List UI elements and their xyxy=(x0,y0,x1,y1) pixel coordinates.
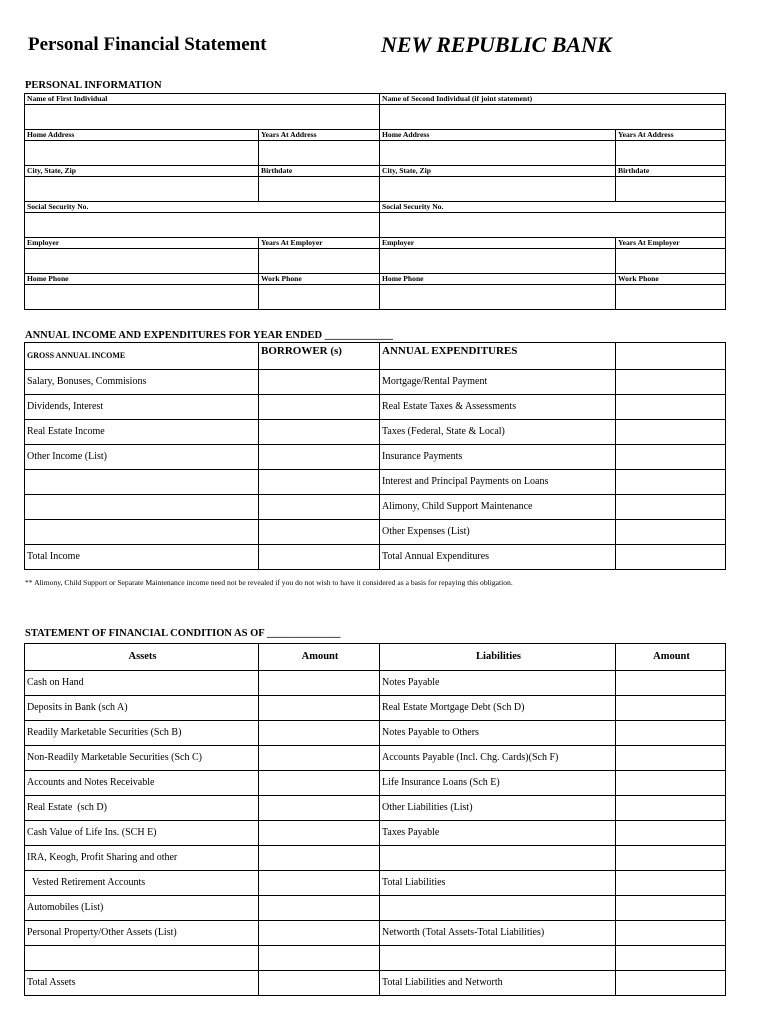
condition-right-label: Networth (Total Assets-Total Liabilities) xyxy=(380,921,616,946)
birthdate-field-2[interactable] xyxy=(616,177,726,202)
home-phone-field-2[interactable] xyxy=(380,285,616,310)
city-state-zip-field-2[interactable] xyxy=(380,177,616,202)
income-row xyxy=(25,545,726,570)
income-left-label: Total Income xyxy=(25,545,259,570)
income-left-amount-field[interactable] xyxy=(259,470,380,495)
income-right-label: Real Estate Taxes & Assessments xyxy=(380,395,616,420)
ssn-field-2[interactable] xyxy=(380,213,726,238)
birthdate-label-2: Birthdate xyxy=(616,166,726,177)
employer-field-2[interactable] xyxy=(380,249,616,274)
income-left-label: Salary, Bonuses, Commisions xyxy=(25,370,259,395)
years-at-address-field-2[interactable] xyxy=(616,141,726,166)
personal-info-heading: PERSONAL INFORMATION xyxy=(25,80,162,91)
income-row xyxy=(25,495,726,520)
condition-heading: STATEMENT OF FINANCIAL CONDITION AS OF ______________ xyxy=(25,628,341,639)
ssn-field[interactable] xyxy=(25,213,380,238)
income-row xyxy=(25,395,726,420)
work-phone-label-2: Work Phone xyxy=(616,274,726,285)
condition-row xyxy=(25,896,726,921)
work-phone-field[interactable] xyxy=(259,285,380,310)
condition-left-label: Accounts and Notes Receivable xyxy=(25,771,259,796)
condition-right-amount-field[interactable] xyxy=(616,771,726,796)
years-at-employer-label: Years At Employer xyxy=(259,238,380,249)
condition-right-amount-field[interactable] xyxy=(616,721,726,746)
assets-amount-header: Amount xyxy=(259,644,380,671)
condition-row xyxy=(25,946,726,971)
condition-left-label: Cash Value of Life Ins. (SCH E) xyxy=(25,821,259,846)
income-heading: ANNUAL INCOME AND EXPENDITURES FOR YEAR ENDED _____________ xyxy=(25,330,394,341)
condition-right-label: Notes Payable xyxy=(380,671,616,696)
years-at-employer-field-2[interactable] xyxy=(616,249,726,274)
city-state-zip-label-2: City, State, Zip xyxy=(380,166,616,177)
employer-label: Employer xyxy=(25,238,259,249)
condition-left-label: Real Estate (sch D) xyxy=(25,796,259,821)
income-left-label: Dividends, Interest xyxy=(25,395,259,420)
condition-left-label: IRA, Keogh, Profit Sharing and other xyxy=(25,846,259,871)
condition-row xyxy=(25,821,726,846)
condition-table xyxy=(24,643,726,996)
home-address-label-2: Home Address xyxy=(380,130,616,141)
liabilities-header: Liabilities xyxy=(380,644,616,671)
income-row xyxy=(25,420,726,445)
income-row xyxy=(25,470,726,495)
income-row xyxy=(25,520,726,545)
income-right-label: Total Annual Expenditures xyxy=(380,545,616,570)
condition-right-label: Accounts Payable (Incl. Chg. Cards)(Sch F) xyxy=(380,746,616,771)
expenditure-amount-header xyxy=(616,343,726,370)
condition-row xyxy=(25,921,726,946)
years-at-employer-label-2: Years At Employer xyxy=(616,238,726,249)
condition-right-label xyxy=(380,896,616,921)
condition-right-label xyxy=(380,846,616,871)
condition-right-amount-field[interactable] xyxy=(616,896,726,921)
form-title: Personal Financial Statement xyxy=(28,34,267,55)
first-individual-field[interactable] xyxy=(25,105,380,130)
income-left-amount-field[interactable] xyxy=(259,370,380,395)
home-address-field[interactable] xyxy=(25,141,259,166)
home-address-label: Home Address xyxy=(25,130,259,141)
condition-row xyxy=(25,721,726,746)
income-right-label: Taxes (Federal, State & Local) xyxy=(380,420,616,445)
footnote: ** Alimony, Child Support or Separate Maintenance income need not be revealed if you do not wish to have it considered as a basis for repaying this obligation. xyxy=(25,578,513,587)
ssn-label: Social Security No. xyxy=(25,202,380,213)
city-state-zip-field[interactable] xyxy=(25,177,259,202)
condition-row xyxy=(25,671,726,696)
gross-income-header: GROSS ANNUAL INCOME xyxy=(25,343,259,370)
income-right-amount-field[interactable] xyxy=(616,395,726,420)
income-row xyxy=(25,370,726,395)
years-at-employer-field[interactable] xyxy=(259,249,380,274)
condition-right-label: Real Estate Mortgage Debt (Sch D) xyxy=(380,696,616,721)
second-individual-field[interactable] xyxy=(380,105,726,130)
condition-left-amount-field[interactable] xyxy=(259,921,380,946)
condition-left-amount-field[interactable] xyxy=(259,746,380,771)
condition-left-label: Total Assets xyxy=(25,971,259,996)
condition-row xyxy=(25,846,726,871)
condition-row xyxy=(25,696,726,721)
condition-row xyxy=(25,971,726,996)
condition-left-amount-field[interactable] xyxy=(259,846,380,871)
income-left-label xyxy=(25,495,259,520)
condition-row xyxy=(25,871,726,896)
condition-row xyxy=(25,796,726,821)
condition-left-label xyxy=(25,946,259,971)
employer-label-2: Employer xyxy=(380,238,616,249)
condition-left-amount-field[interactable] xyxy=(259,821,380,846)
income-right-label: Other Expenses (List) xyxy=(380,520,616,545)
condition-right-label: Taxes Payable xyxy=(380,821,616,846)
income-right-amount-field[interactable] xyxy=(616,445,726,470)
condition-left-label: Deposits in Bank (sch A) xyxy=(25,696,259,721)
condition-right-amount-field[interactable] xyxy=(616,871,726,896)
condition-left-amount-field[interactable] xyxy=(259,871,380,896)
income-left-amount-field[interactable] xyxy=(259,395,380,420)
condition-right-label: Life Insurance Loans (Sch E) xyxy=(380,771,616,796)
condition-left-amount-field[interactable] xyxy=(259,971,380,996)
condition-left-label: Cash on Hand xyxy=(25,671,259,696)
condition-right-label: Notes Payable to Others xyxy=(380,721,616,746)
years-at-address-label-2: Years At Address xyxy=(616,130,726,141)
income-left-amount-field[interactable] xyxy=(259,420,380,445)
income-right-amount-field[interactable] xyxy=(616,495,726,520)
income-right-amount-field[interactable] xyxy=(616,545,726,570)
condition-left-amount-field[interactable] xyxy=(259,696,380,721)
income-right-amount-field[interactable] xyxy=(616,520,726,545)
condition-right-amount-field[interactable] xyxy=(616,671,726,696)
work-phone-field-2[interactable] xyxy=(616,285,726,310)
condition-left-amount-field[interactable] xyxy=(259,721,380,746)
income-right-amount-field[interactable] xyxy=(616,420,726,445)
condition-left-label: Vested Retirement Accounts xyxy=(25,871,259,896)
income-right-amount-field[interactable] xyxy=(616,470,726,495)
condition-right-amount-field[interactable] xyxy=(616,696,726,721)
income-right-amount-field[interactable] xyxy=(616,370,726,395)
income-right-label: Interest and Principal Payments on Loans xyxy=(380,470,616,495)
condition-right-label xyxy=(380,946,616,971)
condition-right-amount-field[interactable] xyxy=(616,796,726,821)
income-left-label: Real Estate Income xyxy=(25,420,259,445)
expenditures-header: ANNUAL EXPENDITURES xyxy=(380,343,616,370)
second-individual-label: Name of Second Individual (if joint statement) xyxy=(380,94,726,105)
income-table xyxy=(24,342,726,570)
income-left-amount-field[interactable] xyxy=(259,495,380,520)
condition-right-amount-field[interactable] xyxy=(616,846,726,871)
home-phone-label: Home Phone xyxy=(25,274,259,285)
condition-left-amount-field[interactable] xyxy=(259,671,380,696)
home-phone-label-2: Home Phone xyxy=(380,274,616,285)
condition-right-amount-field[interactable] xyxy=(616,971,726,996)
bank-name: NEW REPUBLIC BANK xyxy=(381,32,612,57)
condition-left-label: Automobiles (List) xyxy=(25,896,259,921)
condition-left-label: Readily Marketable Securities (Sch B) xyxy=(25,721,259,746)
income-right-label: Alimony, Child Support Maintenance xyxy=(380,495,616,520)
work-phone-label: Work Phone xyxy=(259,274,380,285)
years-at-address-label: Years At Address xyxy=(259,130,380,141)
income-left-label: Other Income (List) xyxy=(25,445,259,470)
income-left-amount-field[interactable] xyxy=(259,445,380,470)
home-phone-field[interactable] xyxy=(25,285,259,310)
first-individual-label: Name of First Individual xyxy=(25,94,380,105)
condition-left-label: Non-Readily Marketable Securities (Sch C) xyxy=(25,746,259,771)
condition-right-label: Total Liabilities xyxy=(380,871,616,896)
condition-left-amount-field[interactable] xyxy=(259,771,380,796)
home-address-field-2[interactable] xyxy=(380,141,616,166)
income-left-amount-field[interactable] xyxy=(259,545,380,570)
condition-left-amount-field[interactable] xyxy=(259,796,380,821)
borrower-header: BORROWER (s) xyxy=(259,343,380,370)
condition-right-label: Total Liabilities and Networth xyxy=(380,971,616,996)
city-state-zip-label: City, State, Zip xyxy=(25,166,259,177)
condition-left-label: Personal Property/Other Assets (List) xyxy=(25,921,259,946)
condition-right-label: Other Liabilities (List) xyxy=(380,796,616,821)
condition-row xyxy=(25,771,726,796)
income-right-label: Mortgage/Rental Payment xyxy=(380,370,616,395)
personal-info-table xyxy=(24,93,726,310)
income-left-amount-field[interactable] xyxy=(259,520,380,545)
years-at-address-field[interactable] xyxy=(259,141,380,166)
condition-row xyxy=(25,746,726,771)
condition-right-amount-field[interactable] xyxy=(616,821,726,846)
condition-left-amount-field[interactable] xyxy=(259,946,380,971)
income-right-label: Insurance Payments xyxy=(380,445,616,470)
assets-header: Assets xyxy=(25,644,259,671)
ssn-label-2: Social Security No. xyxy=(380,202,726,213)
liabilities-amount-header: Amount xyxy=(616,644,726,671)
birthdate-field[interactable] xyxy=(259,177,380,202)
income-left-label xyxy=(25,520,259,545)
birthdate-label: Birthdate xyxy=(259,166,380,177)
condition-right-amount-field[interactable] xyxy=(616,746,726,771)
condition-right-amount-field[interactable] xyxy=(616,946,726,971)
condition-left-amount-field[interactable] xyxy=(259,896,380,921)
income-row xyxy=(25,445,726,470)
income-left-label xyxy=(25,470,259,495)
condition-right-amount-field[interactable] xyxy=(616,921,726,946)
employer-field[interactable] xyxy=(25,249,259,274)
